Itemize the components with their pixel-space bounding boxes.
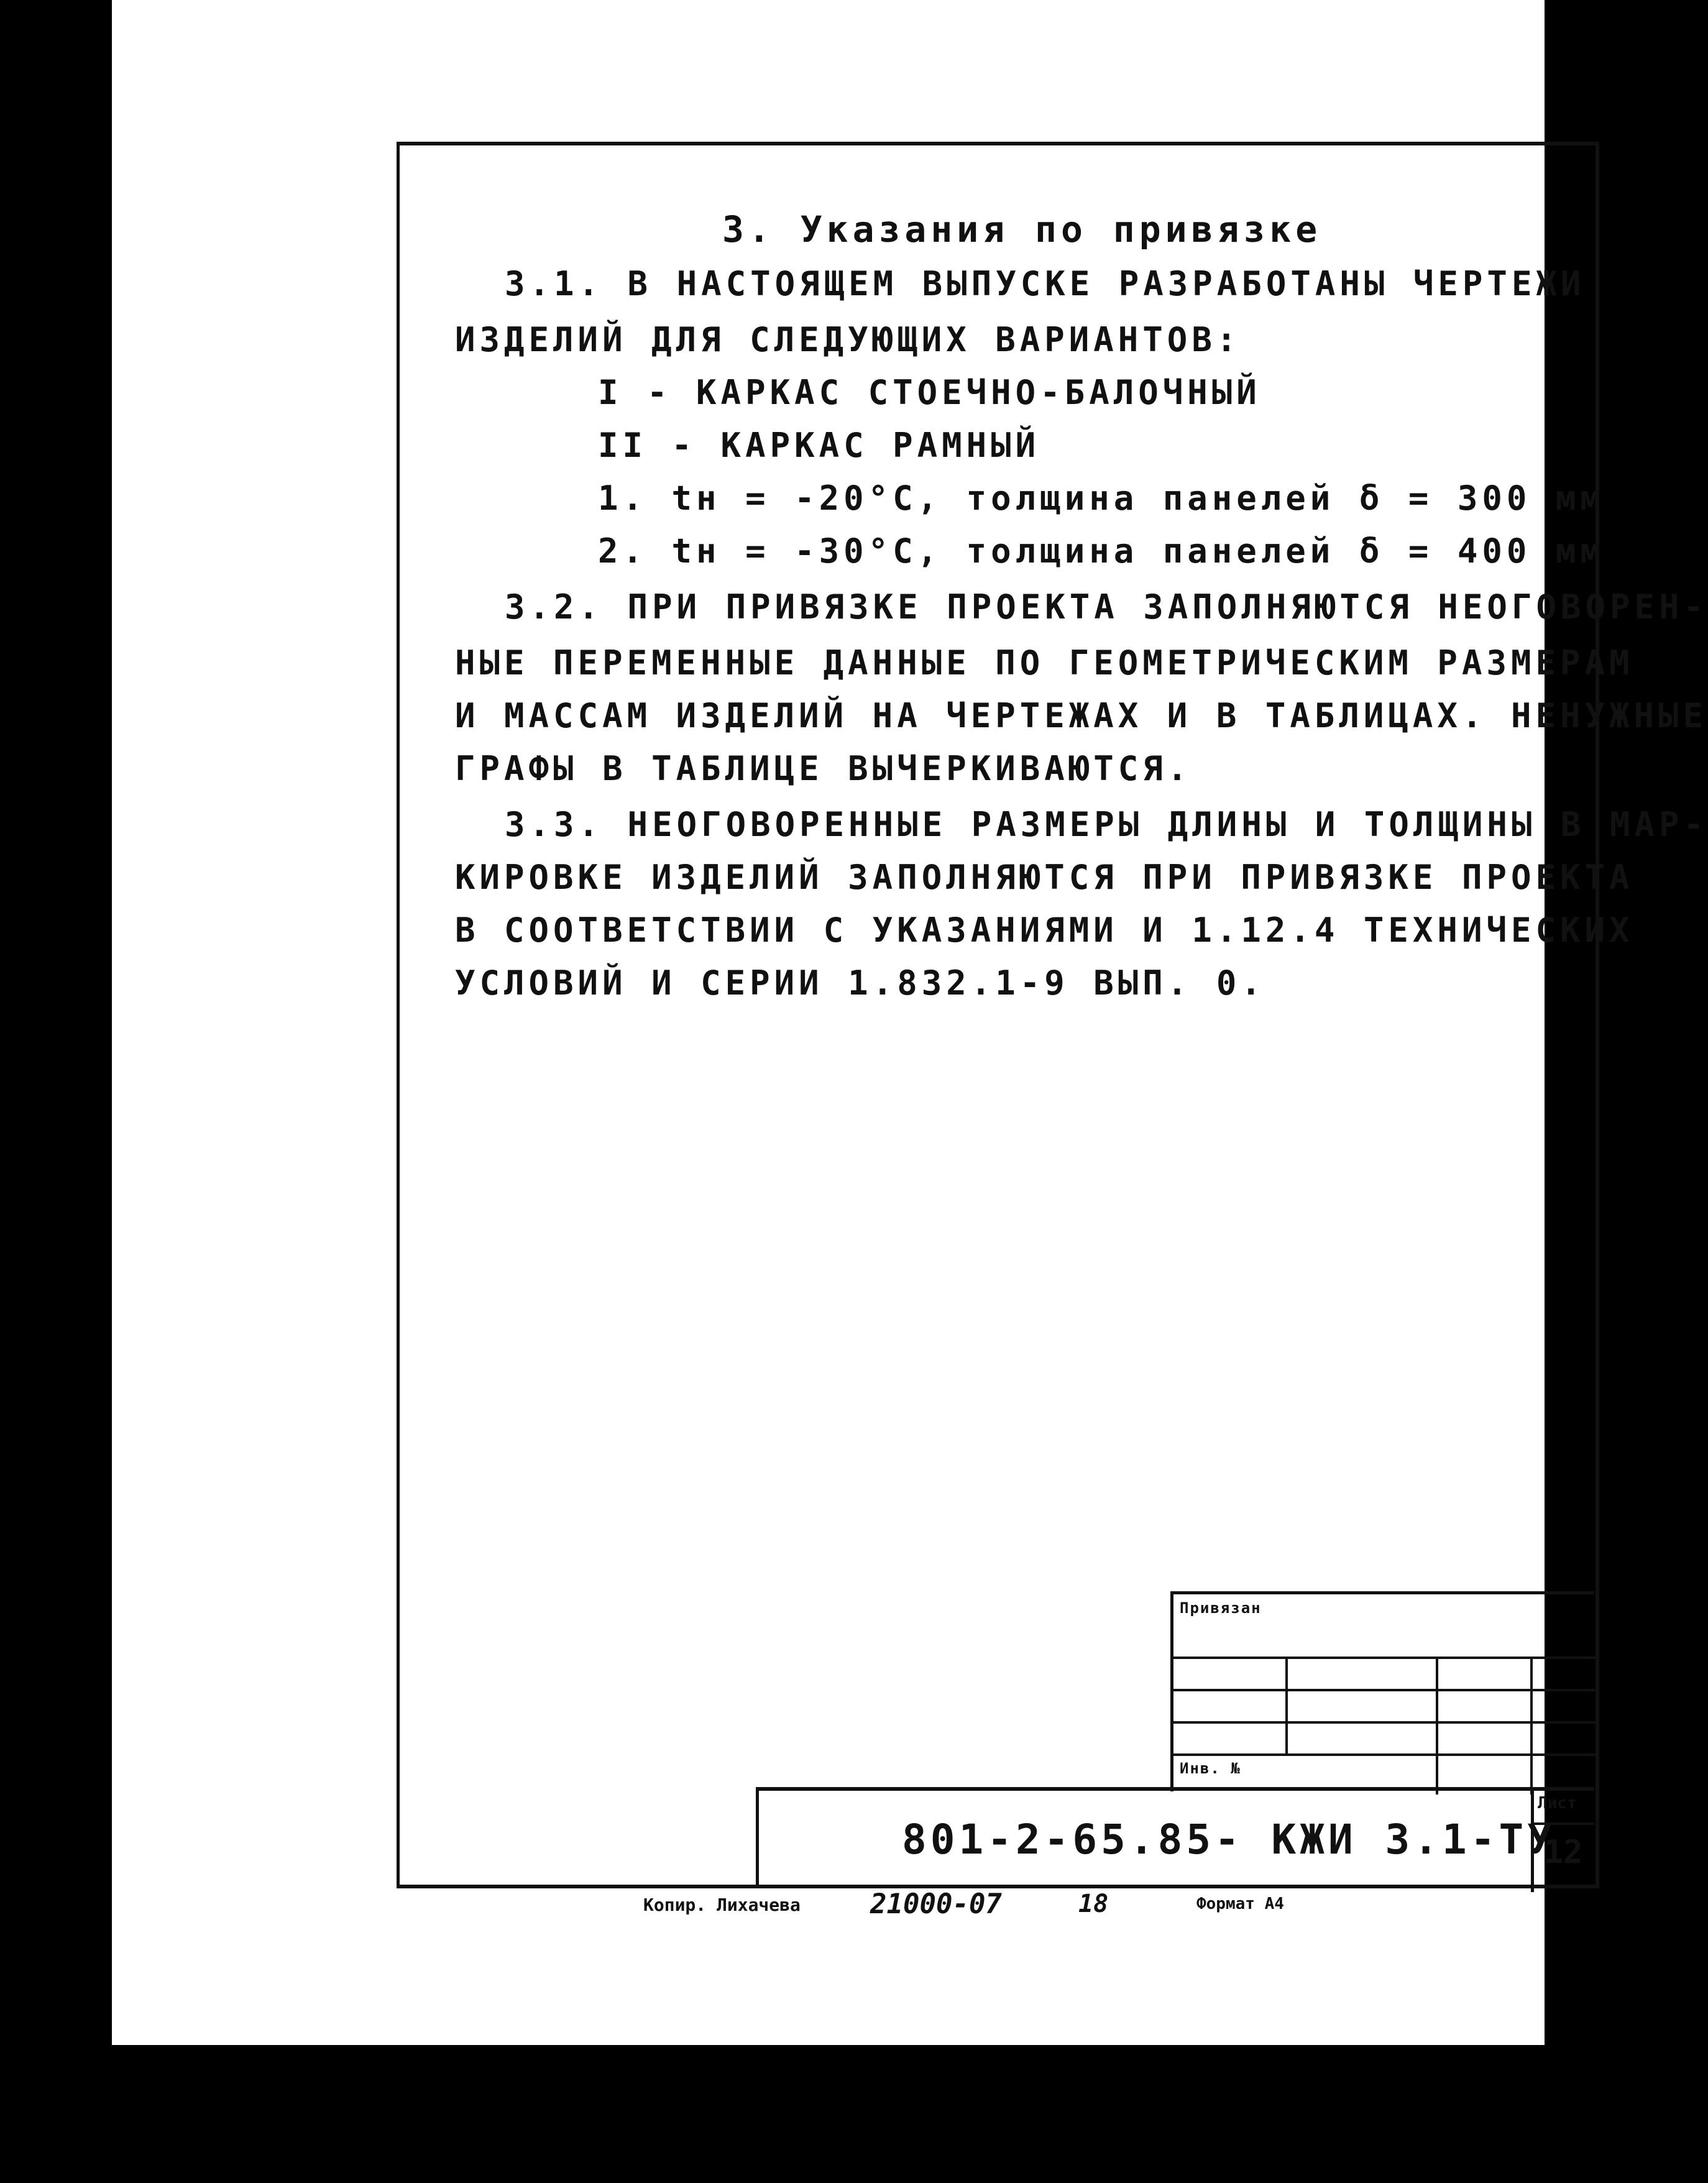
paragraph-3-1-line-2: ИЗДЕЛИЙ ДЛЯ СЛЕДУЮЩИХ ВАРИАНТОВ: bbox=[455, 320, 1241, 359]
paragraph-3-1-line-1: 3.1. В НАСТОЯЩЕМ ВЫПУСКЕ РАЗРАБОТАНЫ ЧЕРТЕЖИ bbox=[505, 264, 1586, 303]
sheet-divider bbox=[1534, 1822, 1594, 1825]
grid-row-line bbox=[1173, 1657, 1597, 1659]
paragraph-3-2-line-4: ГРАФЫ В ТАБЛИЦЕ ВЫЧЕРКИВАЮТСЯ. bbox=[455, 749, 1192, 788]
paragraph-3-2-line-3: И МАССАМ ИЗДЕЛИЙ НА ЧЕРТЕЖАХ И В ТАБЛИЦАХ. НЕНУЖНЫЕ bbox=[455, 696, 1708, 735]
grid-row-line bbox=[1173, 1689, 1597, 1691]
copied-by: Копир. Лихачева bbox=[643, 1895, 801, 1915]
sheet-label: Лист bbox=[1538, 1794, 1577, 1813]
sheet-number: 12 bbox=[1544, 1834, 1583, 1871]
format-label: Формат А4 bbox=[1196, 1895, 1284, 1913]
grid-col-line bbox=[1436, 1657, 1438, 1795]
grid-col-line bbox=[1285, 1657, 1288, 1753]
document-code: 801-2-65.85- КЖИ 3.1-ТУ bbox=[902, 1816, 1556, 1864]
variant-1: I - КАРКАС СТОЕЧНО-БАЛОЧНЫЙ bbox=[598, 373, 1261, 412]
variant-2: II - КАРКАС РАМНЫЙ bbox=[598, 426, 1040, 465]
document-page bbox=[112, 0, 1708, 2045]
title-stamp bbox=[756, 1787, 1594, 1888]
grid-col-line bbox=[1530, 1657, 1533, 1795]
inventory-label: Инв. № bbox=[1180, 1760, 1241, 1777]
paragraph-3-3-line-3: В СООТВЕТСТВИИ С УКАЗАНИЯМИ И 1.12.4 ТЕХНИЧЕСКИХ bbox=[455, 911, 1634, 950]
binding-grid bbox=[1170, 1591, 1594, 1791]
paragraph-3-3-line-2: КИРОВКЕ ИЗДЕЛИЙ ЗАПОЛНЯЮТСЯ ПРИ ПРИВЯЗКЕ ПРОЕКТА bbox=[455, 858, 1634, 897]
paragraph-3-2-line-1: 3.2. ПРИ ПРИВЯЗКЕ ПРОЕКТА ЗАПОЛНЯЮТСЯ НЕОГОВОРЕН- bbox=[505, 587, 1708, 627]
bound-label: Привязан bbox=[1180, 1599, 1262, 1617]
paragraph-3-3-line-4: УСЛОВИЙ И СЕРИИ 1.832.1-9 ВЫП. 0. bbox=[455, 963, 1265, 1003]
grid-row-line bbox=[1173, 1753, 1597, 1756]
page-number: 18 bbox=[1078, 1890, 1109, 1918]
option-1: 1. tн = -20°C, толщина панелей δ = 300 мм bbox=[598, 479, 1605, 518]
grid-row-line bbox=[1173, 1721, 1597, 1724]
paragraph-3-2-line-2: НЫЕ ПЕРЕМЕННЫЕ ДАННЫЕ ПО ГЕОМЕТРИЧЕСКИМ РАЗМЕРАМ bbox=[455, 643, 1634, 682]
paragraph-3-3-line-1: 3.3. НЕОГОВОРЕННЫЕ РАЗМЕРЫ ДЛИНЫ И ТОЛЩИНЫ В МАР- bbox=[505, 805, 1708, 844]
option-2: 2. tн = -30°C, толщина панелей δ = 400 мм bbox=[598, 531, 1605, 571]
section-title: 3. Указания по привязке bbox=[722, 208, 1322, 250]
order-number: 21000-07 bbox=[870, 1888, 1002, 1920]
sheet-box bbox=[1531, 1787, 1594, 1892]
